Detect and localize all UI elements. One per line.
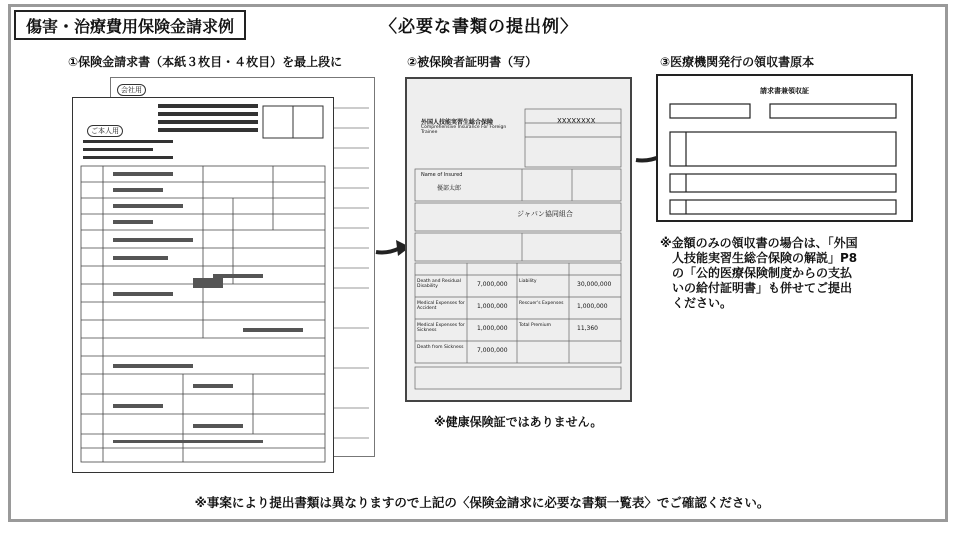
- form-stamp-insured: ご本人用: [87, 125, 123, 137]
- certificate-policy-no: XXXXXXXX: [557, 117, 596, 125]
- receipt-note-line: の「公的医療保険制度からの支払: [672, 266, 853, 280]
- coverage-row-2-value2: 11,360: [577, 325, 598, 332]
- insured-certificate: [405, 77, 632, 402]
- certificate-name-value: 優部太郎: [437, 185, 462, 192]
- coverage-row-0-label2: Liability: [519, 279, 537, 284]
- certificate-subheader: Comprehensive Insurance For Foreign Trainee: [421, 125, 507, 135]
- coverage-row-2-value: 1,000,000: [477, 325, 508, 332]
- coverage-row-1-label: Medical Expenses for Accident: [417, 301, 465, 311]
- receipt-original: [656, 74, 913, 222]
- coverage-row-0-value: 7,000,000: [477, 281, 508, 288]
- caption-claim-form: ①保険金請求書（本紙３枚目・４枚目）を最上段に: [68, 55, 343, 69]
- footer-note: ※事案により提出書類は異なりますので上記の〈保険金請求に必要な書類一覧表〉でご確認ください。: [194, 495, 770, 510]
- coverage-row-3-label: Death from Sickness: [417, 345, 464, 350]
- certificate-header: 外国人技能実習生総合保険: [421, 119, 494, 126]
- certificate-grid: [407, 79, 630, 400]
- claim-form-front-sheet: [72, 97, 334, 473]
- receipt-note-line: ※金額のみの領収書の場合は、「外国: [660, 236, 858, 250]
- form-stamp-company: 会社用: [117, 84, 146, 96]
- coverage-row-1-value: 1,000,000: [477, 303, 508, 310]
- receipt-fields: [658, 76, 911, 220]
- certificate-note: ※健康保険証ではありません。: [434, 415, 603, 429]
- coverage-row-1-value2: 1,000,000: [577, 303, 608, 310]
- caption-insured-certificate: ②被保険者証明書（写）: [407, 55, 538, 69]
- receipt-title: 請求書兼領収証: [760, 87, 809, 95]
- certificate-name-label: Name of Insured: [421, 172, 463, 178]
- receipt-note: [660, 236, 858, 311]
- coverage-row-2-label: Medical Expenses for Sickness: [417, 323, 465, 333]
- receipt-note-line: いの給付証明書」も併せてご提出: [672, 281, 853, 295]
- coverage-row-3-value: 7,000,000: [477, 347, 508, 354]
- certificate-company: ジャパン協同組合: [517, 210, 573, 218]
- receipt-note-line: 人技能実習生総合保険の解説」P8: [672, 251, 858, 265]
- coverage-row-1-label2: Rescuer's Expenses: [519, 301, 564, 306]
- claim-form-grid: [73, 98, 333, 472]
- coverage-row-0-label: Death and Residual Disability: [417, 279, 461, 289]
- coverage-row-2-label2: Total Premium: [519, 323, 551, 328]
- page-title: 傷害・治療費用保険金請求例: [14, 10, 246, 40]
- receipt-note-line: ください。: [672, 296, 733, 310]
- caption-receipt: ③医療機関発行の領収書原本: [660, 55, 815, 69]
- section-heading: 〈必要な書類の提出例〉: [380, 17, 578, 37]
- coverage-row-0-value2: 30,000,000: [577, 281, 612, 288]
